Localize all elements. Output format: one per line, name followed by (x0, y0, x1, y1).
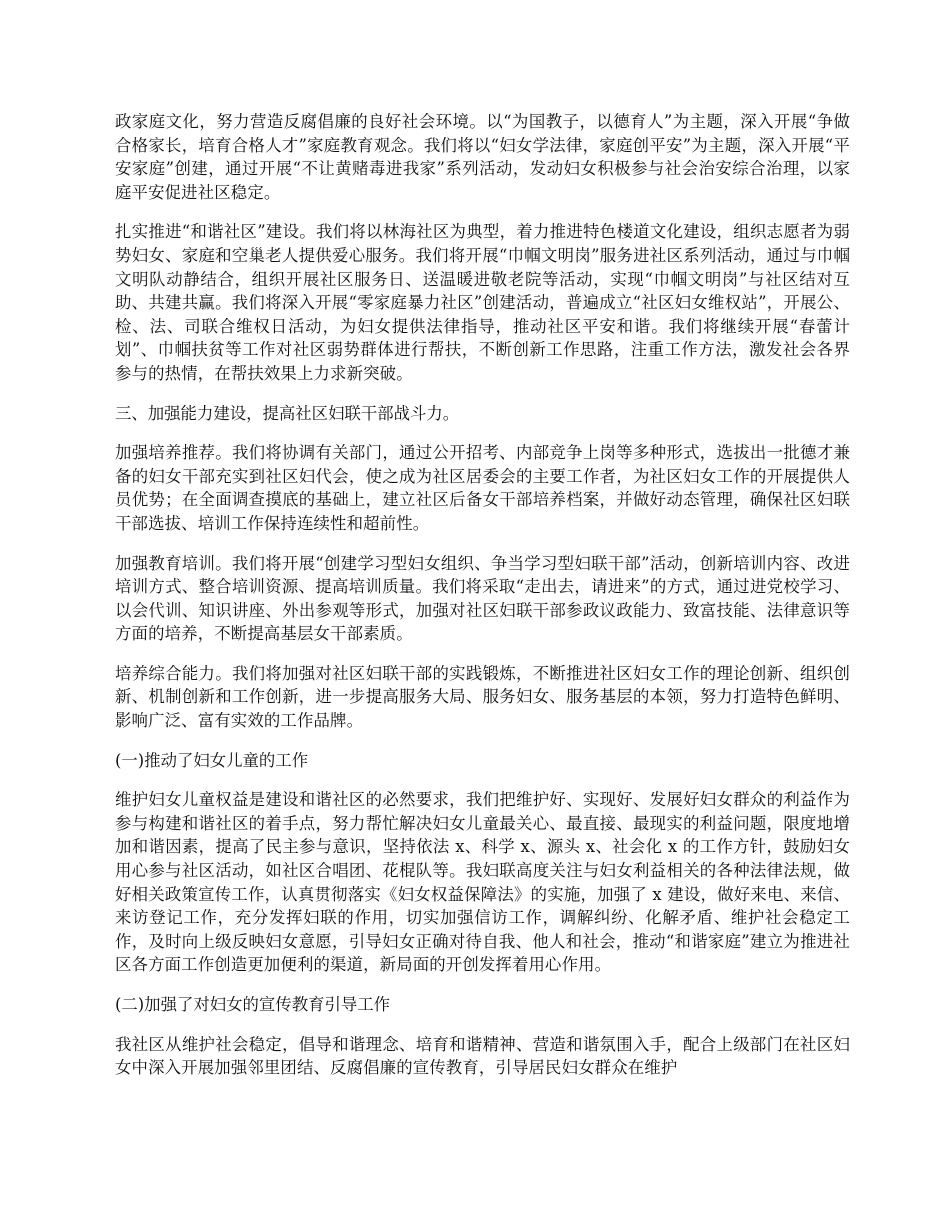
subheading-women-children-work: (一)推动了妇女儿童的工作 (115, 750, 309, 770)
paragraph-comprehensive-ability: 培养综合能力。我们将加强对社区妇联干部的实践锻炼，不断推进社区妇女工作的理论创新、组织创新、机制创新和工作创新，进一步提高服务大局、服务妇女、服务基层的本领，努力打造特色鲜明、影响广泛、富有实效的工作品牌。 (115, 663, 850, 731)
paragraph-family-culture: 政家庭文化，努力营造反腐倡廉的良好社会环境。以“为国教子，以德育人”为主题，深入开展“争做合格家长，培育合格人才”家庭教育观念。我们将以“妇女学法律，家庭创平安”为主题，深入开展“平安家庭”创建，通过开展“不让黄赌毒进我家”系列活动，发动妇女积极参与社会治安综合治理，以家庭平安促进社区稳定。 (115, 112, 850, 202)
paragraph-education-training: 加强教育培训。我们将开展“创建学习型妇女组织、争当学习型妇联干部”活动，创新培训内容、改进培训方式、整合培训资源、提高培训质量。我们将采取“走出去，请进来”的方式，通过进党校学习、以会代训、知识讲座、外出参观等形式，加强对社区妇联干部参政议政能力、致富技能、法律意识等方面的培养，不断提高基层女干部素质。 (115, 553, 850, 644)
paragraph-training-recommendation: 加强培养推荐。我们将协调有关部门，通过公开招考、内部竞争上岗等多种形式，选拔出一批德才兼备的妇女干部充实到社区妇代会，使之成为社区居委会的主要工作者，为社区妇女工作的开展提供人员优势；在全面调查摸底的基础上，建立社区后备女干部培养档案，并做好动态管理，确保社区妇联干部选拔、培训工作保持连续性和超前性。 (115, 443, 850, 533)
paragraph-harmonious-community: 扎实推进“和谐社区”建设。我们将以林海社区为典型，着力推进特色楼道文化建设，组织志愿者为弱势妇女、家庭和空巢老人提供爱心服务。我们将开展“巾帼文明岗”服务进社区系列活动，通过与巾帼文明队动静结合，组织开展社区服务日、送温暖进敬老院等活动，实现“巾帼文明岗”与社区结对互助、共建共赢。我们将深入开展“零家庭暴力社区”创建活动，普遍成立“社区妇女维权站”，开展公、检、法、司联合维权日活动，为妇女提供法律指导，推动社区平安和谐。我们将继续开展“春蕾计划”、巾帼扶贫等工作对社区弱势群体进行帮扶，不断创新工作思路，注重工作方法，激发社会各界参与的热情，在帮扶效果上力求新突破。 (115, 222, 850, 383)
paragraph-women-children-rights: 维护妇女儿童权益是建设和谐社区的必然要求，我们把维护好、实现好、发展好妇女群众的利益作为参与构建和谐社区的着手点，努力帮忙解决妇女儿童最关心、最直接、最现实的利益问题，限度地增加和谐因素，提高了民主参与意识，坚持依法 x、科学 x、源头 x、社会化 x 的工作方针，鼓励妇女用心参与社区活动，如社区合唱团、花棍队等。我妇联高度关注与妇女利益相关的各种法律法规，做好相关政策宣传工作，认真贯彻落实《妇女权益保障法》的实施，加强了 x 建设，做好来电、来信、来访登记工作，充分发挥妇联的作用，切实加强信访工作，调解纠纷、化解矛盾、维护社会稳定工作，及时向上级反映妇女意愿，引导妇女正确对待自我、他人和社会，推动“和谐家庭”建立为推进社区各方面工作创造更加便利的渠道，新局面的开创发挥着用心作用。 (115, 790, 850, 975)
subheading-publicity-education: (二)加强了对妇女的宣传教育引导工作 (115, 995, 391, 1014)
section-heading-capability: 三、加强能力建设，提高社区妇联干部战斗力。 (115, 403, 460, 423)
paragraph-social-stability: 我社区从维护社会稳定，倡导和谐理念、培育和谐精神、营造和谐氛围入手，配合上级部门在社区妇女中深入开展加强邻里团结、反腐倡廉的宣传教育，引导居民妇女群众在维护 (115, 1034, 850, 1078)
document-body (115, 110, 850, 1096)
